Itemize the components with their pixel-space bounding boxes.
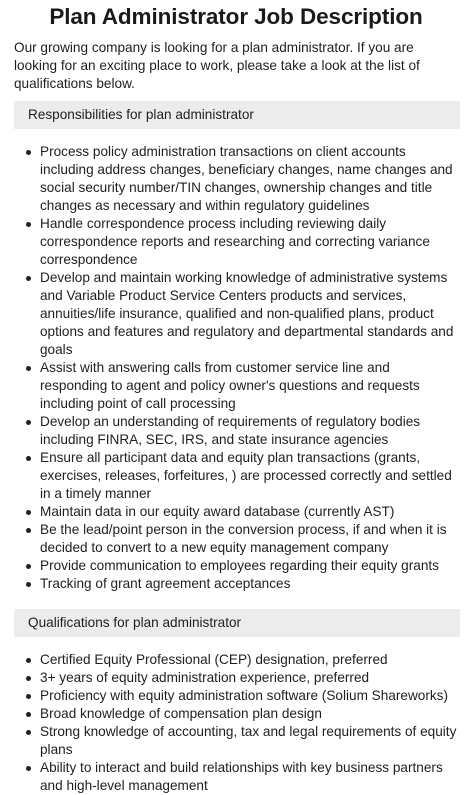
list-item-text: Handle correspondence process including reviewing daily correspondence reports and researching and correcting variance correspondence [40,216,430,267]
bullet-icon [26,766,31,771]
list-item [40,359,458,413]
bullet-icon [26,582,31,587]
bullet-icon [26,676,31,681]
bullet-icon [26,420,31,425]
bullet-icon [26,712,31,717]
list-item-text: Proficiency with equity administration software (Solium Shareworks) [40,688,448,703]
list-item-text: Maintain data in our equity award database (currently AST) [40,504,395,519]
bullet-icon [26,730,31,735]
bullet-icon [26,510,31,515]
list-item-text: Broad knowledge of compensation plan design [40,706,322,721]
bullet-icon [26,276,31,281]
responsibilities-list [14,143,458,593]
list-item [40,143,458,215]
list-item-text: Ensure all participant data and equity plan transactions (grants, exercises, releases, forfeitures, ) are processed correctly and settled in a timely manner [40,450,452,501]
list-item [40,449,458,503]
page-title: Plan Administrator Job Description [49,4,423,29]
list-item-text: Tracking of grant agreement acceptances [40,576,291,591]
list-item [40,215,458,269]
list-item-text: Strong knowledge of accounting, tax and legal requirements of equity plans [40,724,457,757]
list-item [40,521,458,557]
list-item-text: Be the lead/point person in the conversion process, if and when it is decided to convert to a new equity management company [40,522,447,555]
list-item [40,687,458,705]
list-item-text: 3+ years of equity administration experience, preferred [40,670,370,685]
list-item-text: Ability to interact and build relationships with key business partners and high-level management [40,760,443,793]
list-item-text: Certified Equity Professional (CEP) designation, preferred [40,652,388,667]
bullet-icon [26,456,31,461]
list-item [40,269,458,359]
bullet-icon [26,366,31,371]
qualifications-list [14,651,458,795]
list-item [40,557,458,575]
list-item-text: Provide communication to employees regarding their equity grants [40,558,439,573]
list-item-text: Develop an understanding of requirements of regulatory bodies including FINRA, SEC, IRS, and state insurance agencies [40,414,421,447]
list-item [40,723,458,759]
intro-paragraph: Our growing company is looking for a plan administrator. If you are looking for an exciting place to work, please take a look at the list of qualifications below. [14,40,420,91]
bullet-icon [26,150,31,155]
list-item-text: Develop and maintain working knowledge of administrative systems and Variable Product Service Centers products and services, annuities/life insurance, qualified and non-qualified plans, product options and features and regulatory and departmental standards and goals [40,270,454,357]
bullet-icon [26,528,31,533]
qualifications-header: Qualifications for plan administrator [14,609,460,637]
list-item [40,759,458,795]
bullet-icon [26,694,31,699]
bullet-icon [26,564,31,569]
list-item [40,651,458,669]
list-item [40,503,458,521]
list-item [40,575,458,593]
bullet-icon [26,222,31,227]
bullet-icon [26,658,31,663]
list-item [40,669,458,687]
list-item [40,413,458,449]
list-item-text: Assist with answering calls from customer service line and responding to agent and policy owner's questions and requests including point of call processing [40,360,420,411]
list-item [40,705,458,723]
responsibilities-header: Responsibilities for plan administrator [14,101,460,129]
list-item-text: Process policy administration transactions on client accounts including address changes, beneficiary changes, name changes and social security number/TIN changes, ownership changes and title changes as necessary and within regulatory guidelines [40,144,453,213]
